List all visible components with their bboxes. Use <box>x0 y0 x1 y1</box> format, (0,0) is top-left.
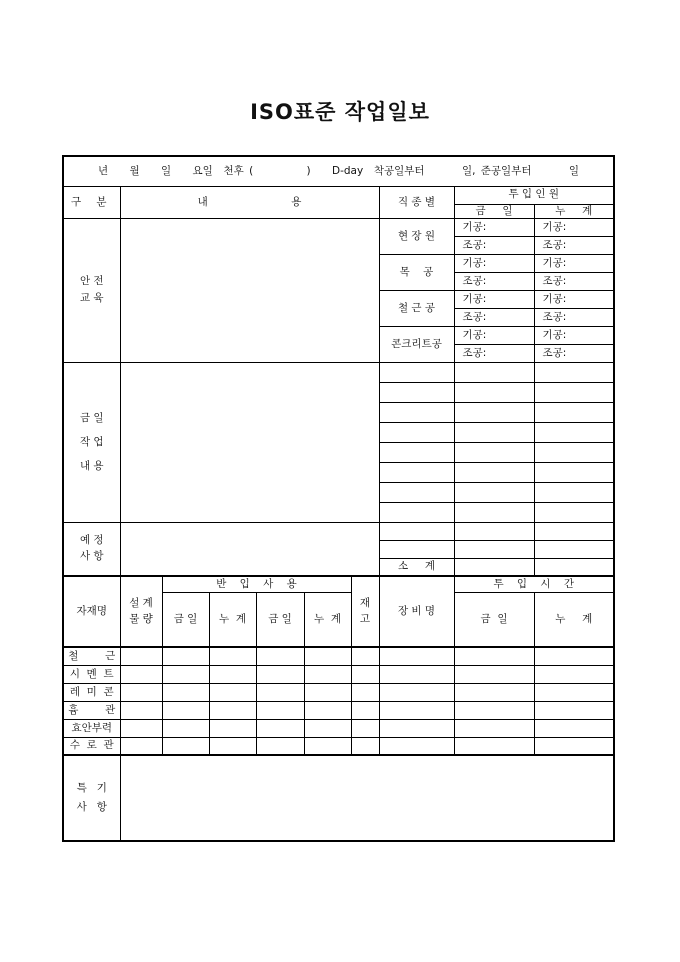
jogong-cumulative[interactable]: 조공: <box>534 272 614 290</box>
cell[interactable] <box>256 683 304 701</box>
cell[interactable] <box>534 647 614 665</box>
cell[interactable] <box>120 719 162 737</box>
cell[interactable] <box>379 647 454 665</box>
cell[interactable] <box>304 683 351 701</box>
trade-cell[interactable] <box>379 422 454 442</box>
inbound-today-header: 금 일 <box>162 592 209 647</box>
cumulative-header: 누 계 <box>534 204 614 218</box>
special-notes-content[interactable] <box>120 755 614 841</box>
today-cell[interactable] <box>454 442 534 462</box>
cell[interactable] <box>256 665 304 683</box>
cumulative-cell[interactable] <box>534 382 614 402</box>
cell[interactable] <box>304 647 351 665</box>
material-name: 철 근 <box>63 647 120 665</box>
jogong-today[interactable]: 조공: <box>454 272 534 290</box>
today-cell[interactable] <box>454 522 534 540</box>
gigong-cumulative[interactable]: 기공: <box>534 326 614 344</box>
gigong-today[interactable]: 기공: <box>454 218 534 236</box>
today-cell[interactable] <box>454 362 534 382</box>
subtotal-cumulative[interactable] <box>534 558 614 576</box>
today-work-content[interactable] <box>120 362 379 522</box>
cell[interactable] <box>120 701 162 719</box>
cell[interactable] <box>304 701 351 719</box>
workforce-header: 투 입 인 원 <box>454 186 614 204</box>
cell[interactable] <box>162 701 209 719</box>
plan-content[interactable] <box>120 522 379 576</box>
cell[interactable] <box>304 719 351 737</box>
cell[interactable] <box>304 665 351 683</box>
cumulative-cell[interactable] <box>534 402 614 422</box>
today-cell[interactable] <box>454 462 534 482</box>
jogong-today[interactable]: 조공: <box>454 308 534 326</box>
cell[interactable] <box>162 647 209 665</box>
special-notes-label: 특 기 사 항 <box>63 755 120 841</box>
cell[interactable] <box>120 737 162 755</box>
gigong-cumulative[interactable]: 기공: <box>534 254 614 272</box>
input-time-header: 투 입 시 간 <box>454 576 614 592</box>
cell[interactable] <box>120 683 162 701</box>
trade-cell[interactable] <box>379 442 454 462</box>
inbound-usage-header: 반 입 사 용 <box>162 576 351 592</box>
cell[interactable] <box>209 719 256 737</box>
cumulative-cell[interactable] <box>534 442 614 462</box>
trade-cell[interactable] <box>379 382 454 402</box>
jogong-cumulative[interactable]: 조공: <box>534 344 614 362</box>
cell[interactable] <box>454 647 534 665</box>
today-cell[interactable] <box>454 540 534 558</box>
cell[interactable] <box>379 701 454 719</box>
cell[interactable] <box>351 737 379 755</box>
date-weather-line[interactable]: 년 월 일 요일 천후 ( ) D-day 착공일부터 일, 준공일부터 일 <box>63 156 614 186</box>
cell[interactable] <box>534 665 614 683</box>
cell[interactable] <box>534 701 614 719</box>
time-today-header: 금 일 <box>454 592 534 647</box>
cell[interactable] <box>256 701 304 719</box>
cell[interactable] <box>256 719 304 737</box>
content-header: 내 용 <box>120 186 379 218</box>
category-header: 구 분 <box>63 186 120 218</box>
cell[interactable] <box>120 647 162 665</box>
page-title: ISO표준 작업일보 <box>250 100 430 124</box>
material-name: 흄 관 <box>63 701 120 719</box>
today-work-label: 금 일 작 업 내 용 <box>63 362 120 522</box>
trade-cell[interactable] <box>379 522 454 540</box>
cell[interactable] <box>162 719 209 737</box>
trade-0: 현 장 원 <box>379 218 454 254</box>
jogong-cumulative[interactable]: 조공: <box>534 236 614 254</box>
cell[interactable] <box>351 647 379 665</box>
cell[interactable] <box>534 683 614 701</box>
cell[interactable] <box>120 665 162 683</box>
cumulative-cell[interactable] <box>534 482 614 502</box>
usage-today-header: 금 일 <box>256 592 304 647</box>
cell[interactable] <box>351 701 379 719</box>
trade-header: 직 종 별 <box>379 186 454 218</box>
cell[interactable] <box>209 665 256 683</box>
cell[interactable] <box>256 737 304 755</box>
cell[interactable] <box>379 719 454 737</box>
today-cell[interactable] <box>454 402 534 422</box>
today-cell[interactable] <box>454 382 534 402</box>
cell[interactable] <box>454 701 534 719</box>
cell[interactable] <box>162 737 209 755</box>
cell[interactable] <box>379 737 454 755</box>
today-cell[interactable] <box>454 482 534 502</box>
cell[interactable] <box>534 719 614 737</box>
today-cell[interactable] <box>454 502 534 522</box>
cell[interactable] <box>379 665 454 683</box>
today-cell[interactable] <box>454 422 534 442</box>
trade-cell[interactable] <box>379 502 454 522</box>
gigong-cumulative[interactable]: 기공: <box>534 290 614 308</box>
trade-cell[interactable] <box>379 540 454 558</box>
cumulative-cell[interactable] <box>534 540 614 558</box>
cell[interactable] <box>454 719 534 737</box>
gigong-today[interactable]: 기공: <box>454 326 534 344</box>
gigong-today[interactable]: 기공: <box>454 254 534 272</box>
usage-cumulative-header: 누 계 <box>304 592 351 647</box>
cell[interactable] <box>351 665 379 683</box>
trade-cell[interactable] <box>379 482 454 502</box>
cell[interactable] <box>209 701 256 719</box>
cumulative-cell[interactable] <box>534 422 614 442</box>
cell[interactable] <box>209 737 256 755</box>
cell[interactable] <box>304 737 351 755</box>
cell[interactable] <box>209 683 256 701</box>
material-name: 레 미 콘 <box>63 683 120 701</box>
cell[interactable] <box>454 665 534 683</box>
cell[interactable] <box>351 683 379 701</box>
cell[interactable] <box>534 737 614 755</box>
trade-2: 철 근 공 <box>379 290 454 326</box>
trade-cell[interactable] <box>379 402 454 422</box>
cell[interactable] <box>256 647 304 665</box>
design-quantity-header: 설 계 물 량 <box>120 576 162 647</box>
material-name: 수 로 관 <box>63 737 120 755</box>
stock-header: 재 고 <box>351 576 379 647</box>
gigong-cumulative[interactable]: 기공: <box>534 218 614 236</box>
work-report-form <box>62 155 615 842</box>
cell[interactable] <box>454 737 534 755</box>
trade-3: 콘크리트공 <box>379 326 454 362</box>
jogong-today[interactable]: 조공: <box>454 344 534 362</box>
time-cumulative-header: 누 계 <box>534 592 614 647</box>
safety-education-content[interactable] <box>120 218 379 362</box>
material-name: 시 멘 트 <box>63 665 120 683</box>
cell[interactable] <box>351 719 379 737</box>
trade-cell[interactable] <box>379 362 454 382</box>
cell[interactable] <box>209 647 256 665</box>
cell[interactable] <box>162 665 209 683</box>
cumulative-cell[interactable] <box>534 502 614 522</box>
trade-cell[interactable] <box>379 462 454 482</box>
material-name: 효안부력 <box>63 719 120 737</box>
jogong-today[interactable]: 조공: <box>454 236 534 254</box>
cumulative-cell[interactable] <box>534 362 614 382</box>
equipment-name-header: 장 비 명 <box>379 576 454 647</box>
subtotal-label: 소 계 <box>379 558 454 576</box>
cell[interactable] <box>162 683 209 701</box>
today-header: 금 일 <box>454 204 534 218</box>
jogong-cumulative[interactable]: 조공: <box>534 308 614 326</box>
cumulative-cell[interactable] <box>534 522 614 540</box>
plan-label: 예 정 사 항 <box>63 522 120 576</box>
gigong-today[interactable]: 기공: <box>454 290 534 308</box>
material-name-header: 자재명 <box>63 576 120 647</box>
safety-education-label: 안 전 교 육 <box>63 218 120 362</box>
cell[interactable] <box>454 683 534 701</box>
trade-1: 목 공 <box>379 254 454 290</box>
cell[interactable] <box>379 683 454 701</box>
cumulative-cell[interactable] <box>534 462 614 482</box>
subtotal-today[interactable] <box>454 558 534 576</box>
inbound-cumulative-header: 누 계 <box>209 592 256 647</box>
